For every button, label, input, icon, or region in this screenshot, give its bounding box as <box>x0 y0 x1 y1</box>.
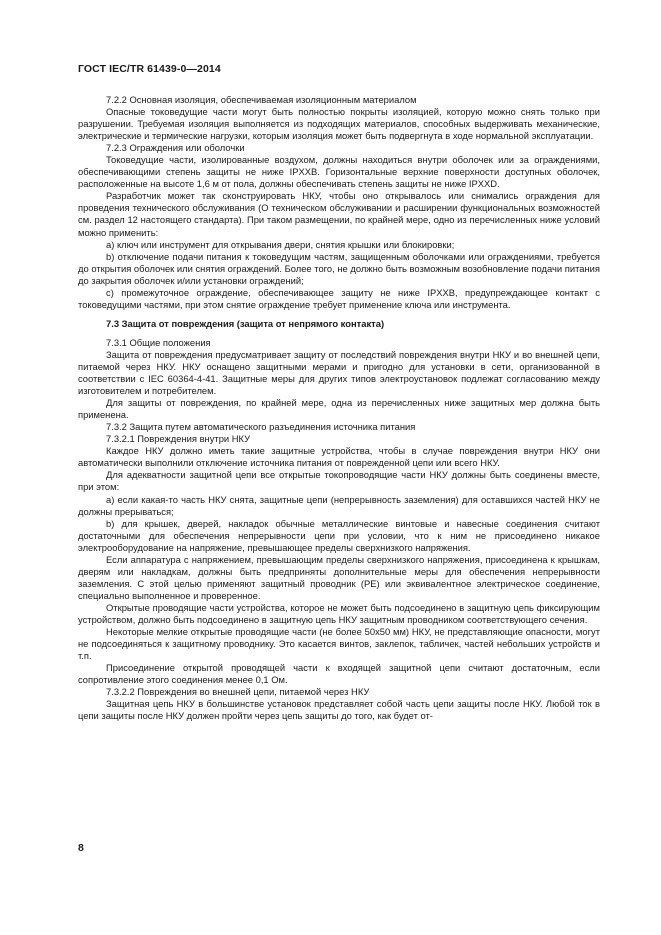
list-item-c: c) промежуточное ограждение, обеспечивающее защиту не ниже IPXXB, предупреждающее контакт с токоведущими частями, при этом снятие ограждение требует применение ключа или инструмента. <box>78 286 600 310</box>
paragraph: Открытые проводящие части устройства, которое не может быть подсоединено в защитную цепь фиксирующим устройством, должно быть подсоединено в защитную цепь НКУ защитным проводником соответствующего сечения. <box>78 601 600 625</box>
paragraph: Некоторые мелкие открытые проводящие части (не более 50х50 мм) НКУ, не представляющие опасности, могут не подсоединяться к защитному проводнику. Это касается винтов, заклепок, табличек, частей небольших устройств и т.п. <box>78 626 600 662</box>
paragraph: Опасные токоведущие части могут быть полностью покрыты изоляцией, которую можно снять только при разрушении. Требуемая изоляция выполняется из подходящих материалов, способных выдерживать механические, электрические и термические нагрузки, которым изоляция может быть подвергнута в ходе нормальной эксплуатации. <box>78 106 600 142</box>
subsection-heading-7-3-2-1: 7.3.2.1 Повреждения внутри НКУ <box>106 433 251 445</box>
paragraph: Для защиты от повреждения, по крайней мере, одна из перечисленных ниже защитных мер должна быть применена. <box>78 397 600 421</box>
paragraph: Защитная цепь НКУ в большинстве установок представляет собой часть цепи защиты после НКУ. Любой ток в цепи защиты после НКУ должен пройти через цепь защиты до того, как будет от- <box>78 698 600 722</box>
document-body <box>78 94 600 722</box>
paragraph: Разработчик может так сконструировать НКУ, чтобы оно открывалось или снимались ограждения для проведения технического обслуживания (О техническом обслуживании и расширении функциональных возможностей см. раздел 12 настоящего стандарта). При таком размещении, по крайней мере, одно из перечисленных ниже условий можно применить: <box>78 190 600 238</box>
paragraph: Токоведущие части, изолированные воздухом, должны находиться внутри оболочек или за ограждениями, обеспечивающими степень защиты не ниже IPXXB. Горизонтальные верхние поверхности доступных оболочек, расположенные на высоте 1,6 м от пола, должны обеспечивать степень защиты не ниже IPXXD. <box>78 154 600 190</box>
paragraph: Присоединение открытой проводящей части к входящей защитной цепи считают достаточным, если сопротивление этого соединения менее 0,1 Ом. <box>78 662 600 686</box>
subsection-heading-7-2-3: 7.2.3 Ограждения или оболочки <box>106 142 245 154</box>
document-header: ГОСТ IEC/TR 61439-0—2014 <box>78 63 221 75</box>
list-item-a: a) если какая-то часть НКУ снята, защитные цепи (непрерывность заземления) для оставшихся частей НКУ не должны прерываться; <box>78 493 600 517</box>
paragraph: Для адекватности защитной цепи все открытые токопроводящие части НКУ должны быть соединены вместе, при этом: <box>78 469 600 493</box>
subsection-heading-7-3-2-2: 7.3.2.2 Повреждения во внешней цепи, питаемой через НКУ <box>106 686 370 698</box>
paragraph: Каждое НКУ должно иметь такие защитные устройства, чтобы в случае повреждения внутри НКУ они автоматически выполнили отключение источника питания от поврежденной цепи или всего НКУ. <box>78 445 600 469</box>
paragraph: Защита от повреждения предусматривает защиту от последствий повреждения внутри НКУ и во внешней цепи, питаемой через НКУ. НКУ оснащено защитными мерами и пригодно для установки в сети, организованной в соответствии с IEC 60364-4-41. Защитные меры для других типов электроустановок подлежат согласованию между изготовителем и потребителем. <box>78 348 600 397</box>
subsection-heading-7-2-2: 7.2.2 Основная изоляция, обеспечиваемая изоляционным материалом <box>106 94 417 105</box>
page-number: 8 <box>78 842 84 854</box>
list-item-b: b) отключение подачи питания к токоведущим частям, защищенным оболочками или ограждениями, требуется до открытия оболочек или снятия ограждений. Более того, не должно быть возможным возобновление подачи питания до закрытия оболочек и/или установки ограждений; <box>78 250 600 286</box>
subsection-heading-7-3-1: 7.3.1 Общие положения <box>106 336 211 348</box>
list-item-a: a) ключ или инструмент для открывания двери, снятия крышки или блокировки; <box>106 238 455 250</box>
paragraph: Если аппаратура с напряжением, превышающим пределы сверхнизкого напряжения, присоединена к крышкам, дверям или накладкам, должны быть предприняты дополнительные меры для обеспечения непрерывности заземления. С этой целью применяют защитный проводник (PE) или эквивалентное электрическое соединение, специально выполненное и проверенное. <box>78 553 600 601</box>
list-item-b: b) для крышек, дверей, накладок обычные металлические винтовые и навесные соединения считают достаточными для обеспечения непрерывности цепи при условии, что к ним не присоединено никакое электрооборудование на напряжение, превышающее пределы сверхнизкого напряжения. <box>78 517 600 553</box>
subsection-heading-7-3-2: 7.3.2 Защита путем автоматического разъединения источника питания <box>106 421 416 433</box>
section-heading-7-3: 7.3 Защита от повреждения (защита от непрямого контакта) <box>106 317 385 329</box>
